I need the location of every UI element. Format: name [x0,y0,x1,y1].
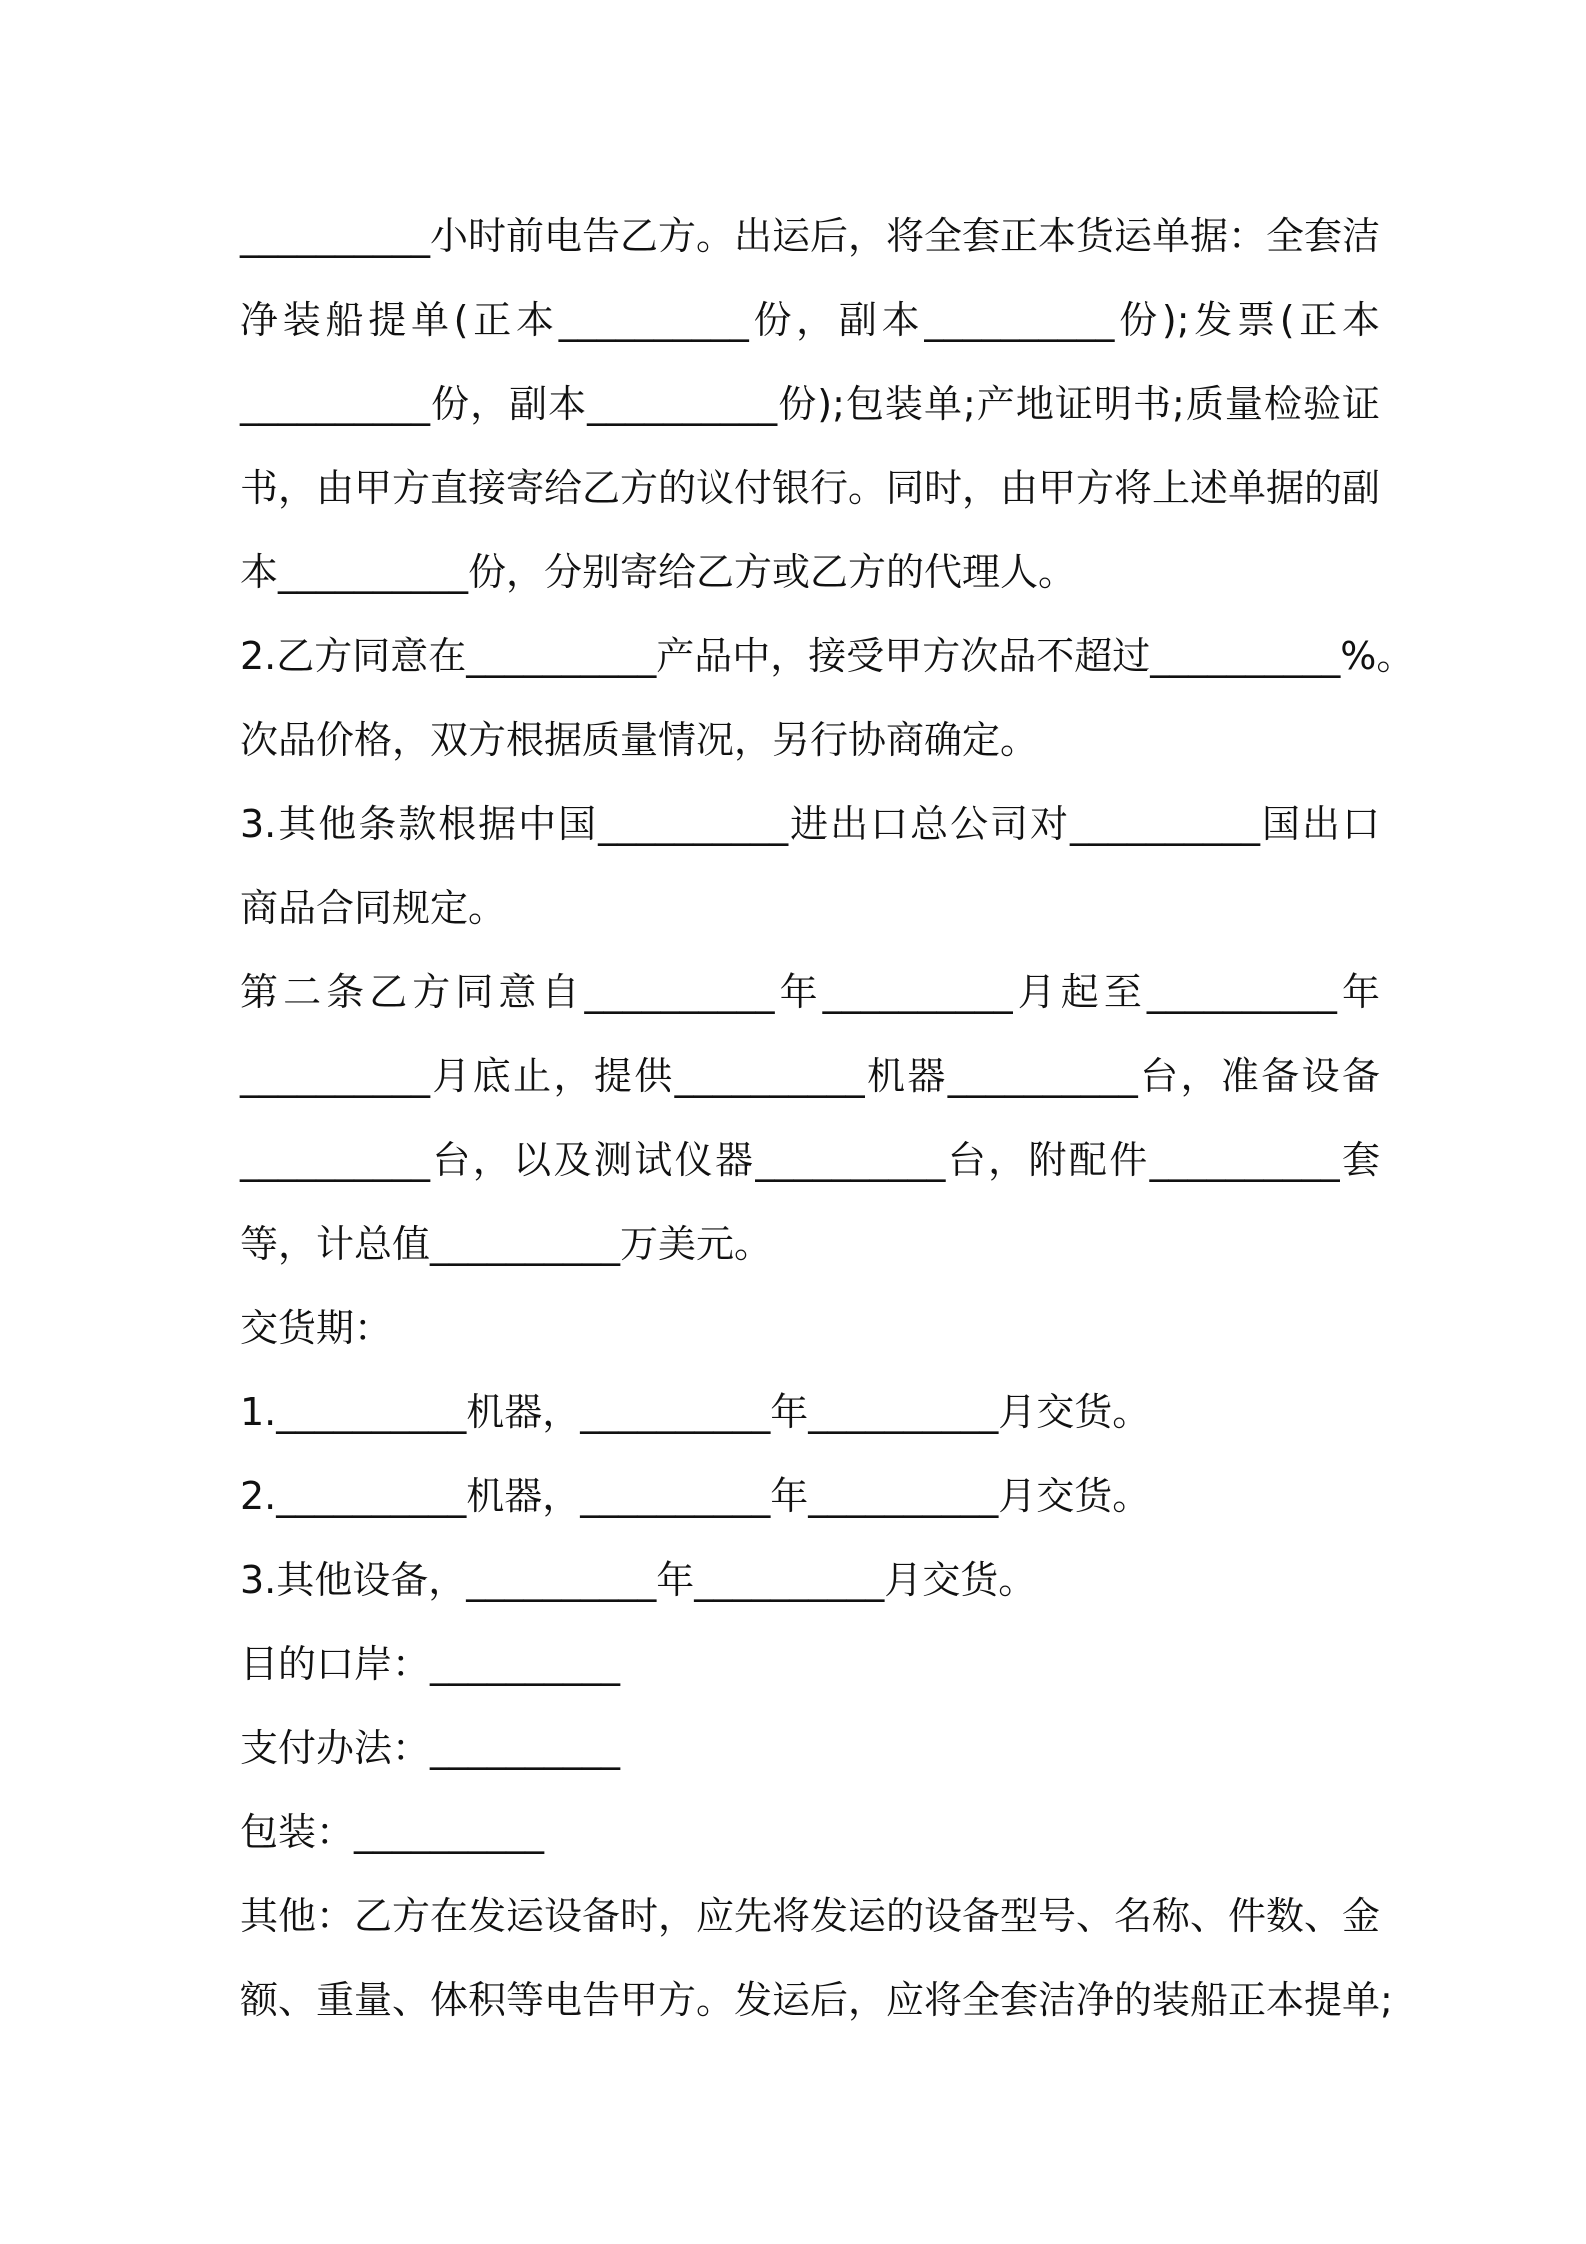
text-line: 2.__________机器，__________年__________月交货。 [240,1474,1151,1518]
text-line: 3.其他条款根据中国__________进出口总公司对__________国出口 [240,802,1380,846]
text-line: __________月底止，提供__________机器__________台，准备设备 [240,1054,1380,1098]
text-line: 包装：__________ [240,1810,545,1854]
text-line: 本__________份，分别寄给乙方或乙方的代理人。 [240,550,1077,594]
text-line: __________台，以及测试仪器__________台，附配件__________套 [240,1138,1380,1182]
text-line: 第二条乙方同意自__________年__________月起至__________年 [240,970,1380,1014]
text-line: 目的口岸：__________ [240,1642,621,1686]
text-line: 交货期： [240,1306,393,1350]
text-line: 书，由甲方直接寄给乙方的议付银行。同时，由甲方将上述单据的副 [240,466,1381,510]
text-line: 3.其他设备，__________年__________月交货。 [240,1558,1037,1602]
text-line: 商品合同规定。 [240,886,507,930]
text-line: 支付办法：__________ [240,1726,621,1770]
text-line: 2.乙方同意在__________产品中，接受甲方次品不超过__________%。 [240,634,1415,678]
text-line: 其他：乙方在发运设备时，应先将发运的设备型号、名称、件数、金 [240,1894,1381,1938]
text-line: 额、重量、体积等电告甲方。发运后，应将全套洁净的装船正本提单; [240,1978,1393,2022]
text-line: __________小时前电告乙方。出运后，将全套正本货运单据：全套洁 [240,214,1381,258]
document-body [240,194,1415,2042]
text-line: __________份，副本__________份);包装单;产地证明书;质量检验证 [240,382,1380,426]
text-line: 1.__________机器，__________年__________月交货。 [240,1390,1151,1434]
text-line: 净装船提单(正本__________份，副本__________份);发票(正本 [240,298,1380,342]
text-line: 次品价格，双方根据质量情况，另行协商确定。 [240,718,1039,762]
text-line: 等，计总值__________万美元。 [240,1222,773,1266]
